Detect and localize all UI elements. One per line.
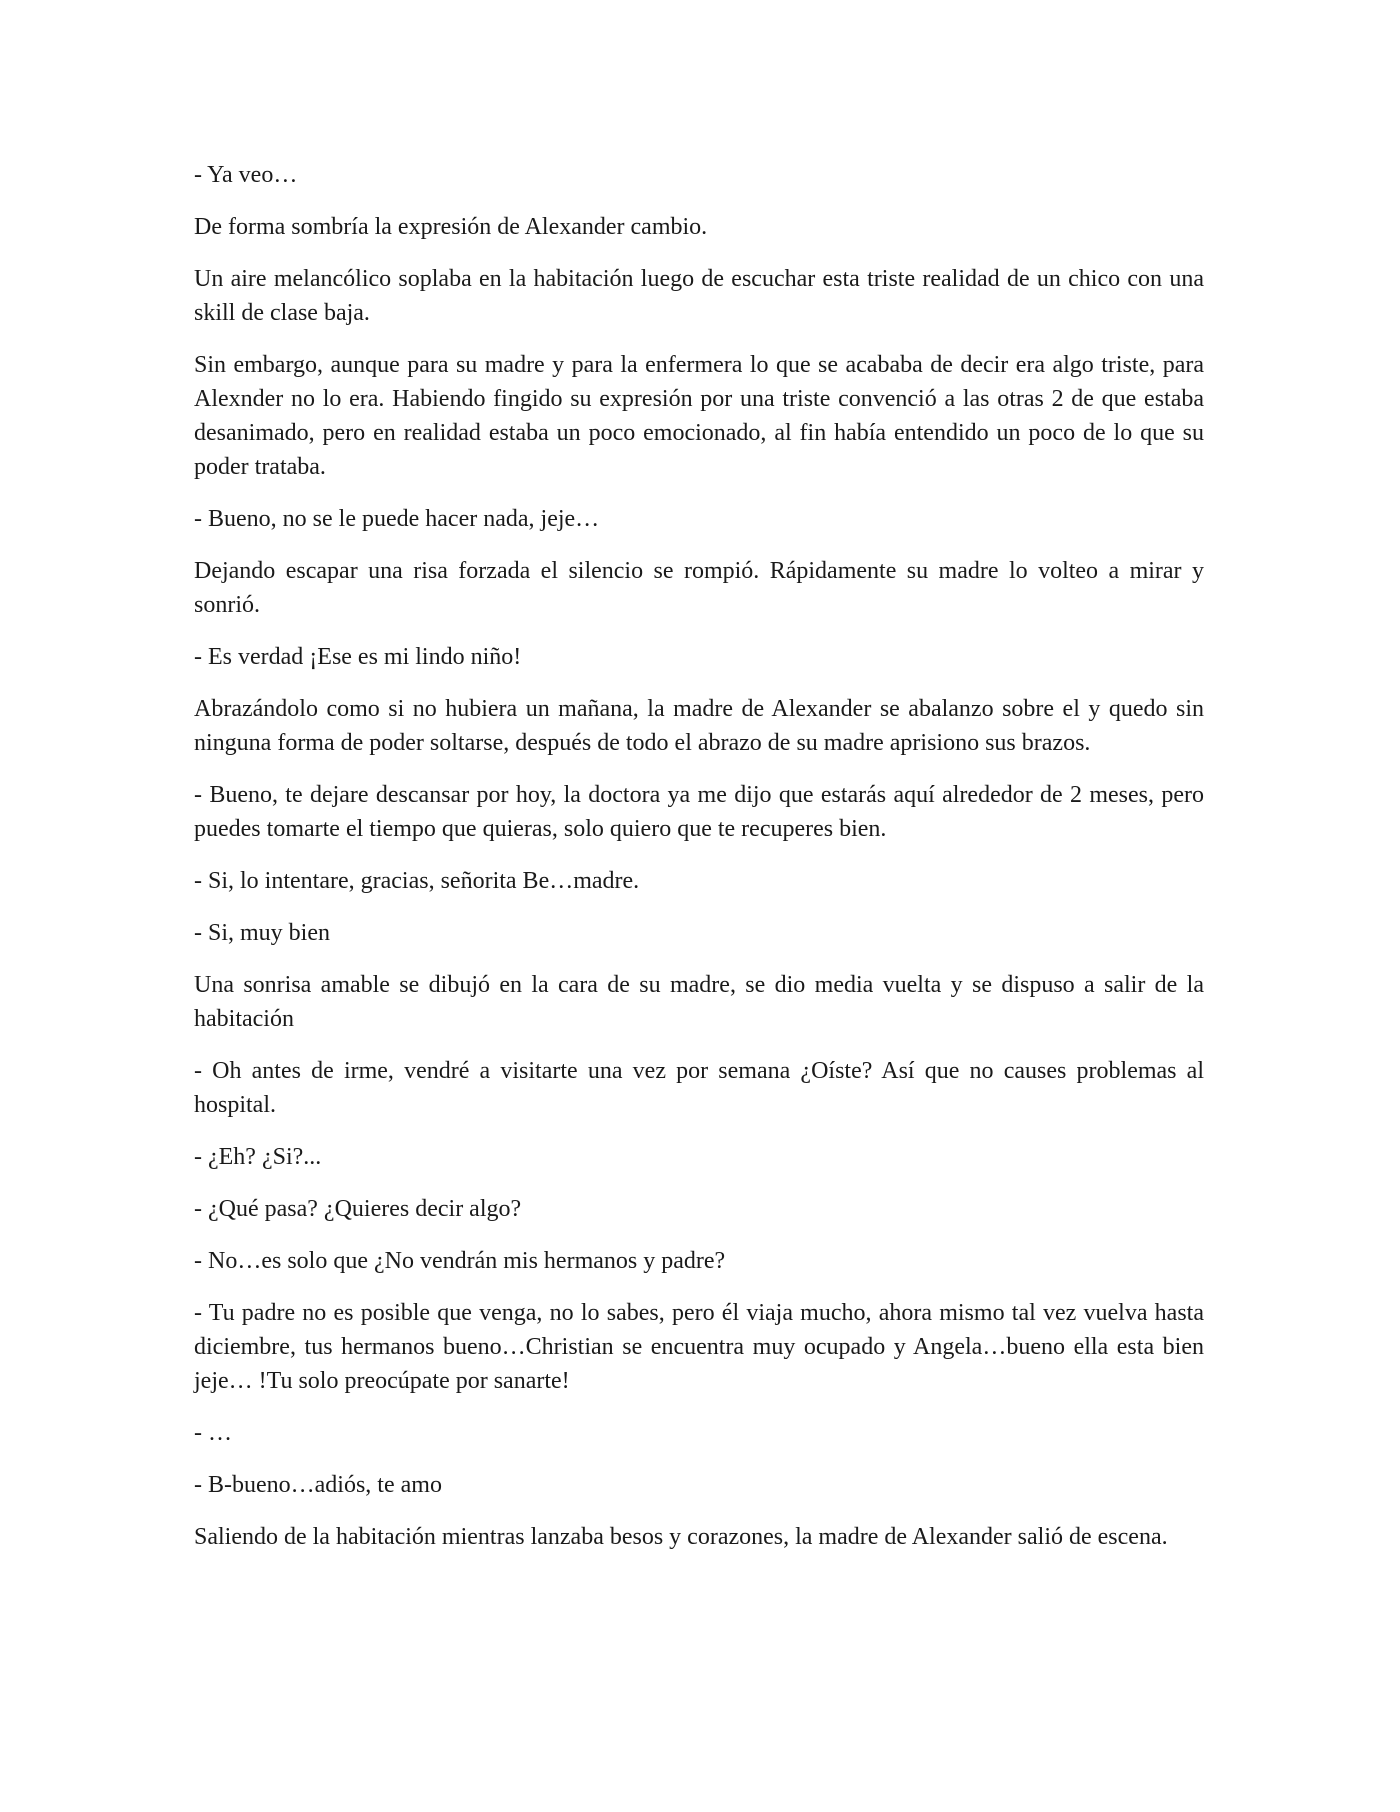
narration-paragraph: De forma sombría la expresión de Alexander cambio.	[194, 214, 708, 240]
dialogue-paragraph: - Bueno, te dejare descansar por hoy, la doctora ya me dijo que estarás aquí alrededor de 2 meses, pero puedes tomarte el tiempo que quieras, solo quiero que te recuperes bien.	[194, 782, 1204, 842]
dialogue-line: - ¿Qué pasa? ¿Quieres decir algo?	[194, 1196, 522, 1222]
dialogue-line: - …	[194, 1420, 232, 1446]
narration-paragraph: Un aire melancólico soplaba en la habitación luego de escuchar esta triste realidad de un chico con una skill de clase baja.	[194, 266, 1204, 326]
narration-paragraph: Saliendo de la habitación mientras lanzaba besos y corazones, la madre de Alexander salió de escena.	[194, 1524, 1168, 1550]
dialogue-line: - B-bueno…adiós, te amo	[194, 1472, 442, 1498]
narration-paragraph: Sin embargo, aunque para su madre y para la enfermera lo que se acababa de decir era algo triste, para Alexnder no lo era. Habiendo fingido su expresión por una triste convenció a las otras 2 de que estaba desanimado, pero en realidad estaba un poco emocionado, al fin había entendido un poco de lo que su poder trataba.	[194, 352, 1204, 480]
dialogue-line: - Ya veo…	[194, 162, 298, 188]
dialogue-line: - Si, muy bien	[194, 920, 330, 946]
dialogue-line: - No…es solo que ¿No vendrán mis hermanos y padre?	[194, 1248, 726, 1274]
dialogue-line: - ¿Eh? ¿Si?...	[194, 1144, 322, 1170]
document-body	[194, 158, 1204, 1572]
dialogue-line: - Es verdad ¡Ese es mi lindo niño!	[194, 644, 522, 670]
dialogue-line: - Si, lo intentare, gracias, señorita Be…madre.	[194, 868, 640, 894]
narration-paragraph: Abrazándolo como si no hubiera un mañana, la madre de Alexander se abalanzo sobre el y quedo sin ninguna forma de poder soltarse, después de todo el abrazo de su madre aprisiono sus brazos.	[194, 696, 1204, 756]
narration-paragraph: Dejando escapar una risa forzada el silencio se rompió. Rápidamente su madre lo volteo a mirar y sonrió.	[194, 558, 1204, 618]
narration-paragraph: Una sonrisa amable se dibujó en la cara de su madre, se dio media vuelta y se dispuso a salir de la habitación	[194, 972, 1204, 1032]
dialogue-paragraph: - Tu padre no es posible que venga, no lo sabes, pero él viaja mucho, ahora mismo tal vez vuelva hasta diciembre, tus hermanos bueno…Christian se encuentra muy ocupado y Angela…bueno ella esta bien jeje… !Tu solo preocúpate por sanarte!	[194, 1300, 1204, 1394]
dialogue-line: - Bueno, no se le puede hacer nada, jeje…	[194, 506, 600, 532]
dialogue-paragraph: - Oh antes de irme, vendré a visitarte una vez por semana ¿Oíste? Así que no causes problemas al hospital.	[194, 1058, 1204, 1118]
